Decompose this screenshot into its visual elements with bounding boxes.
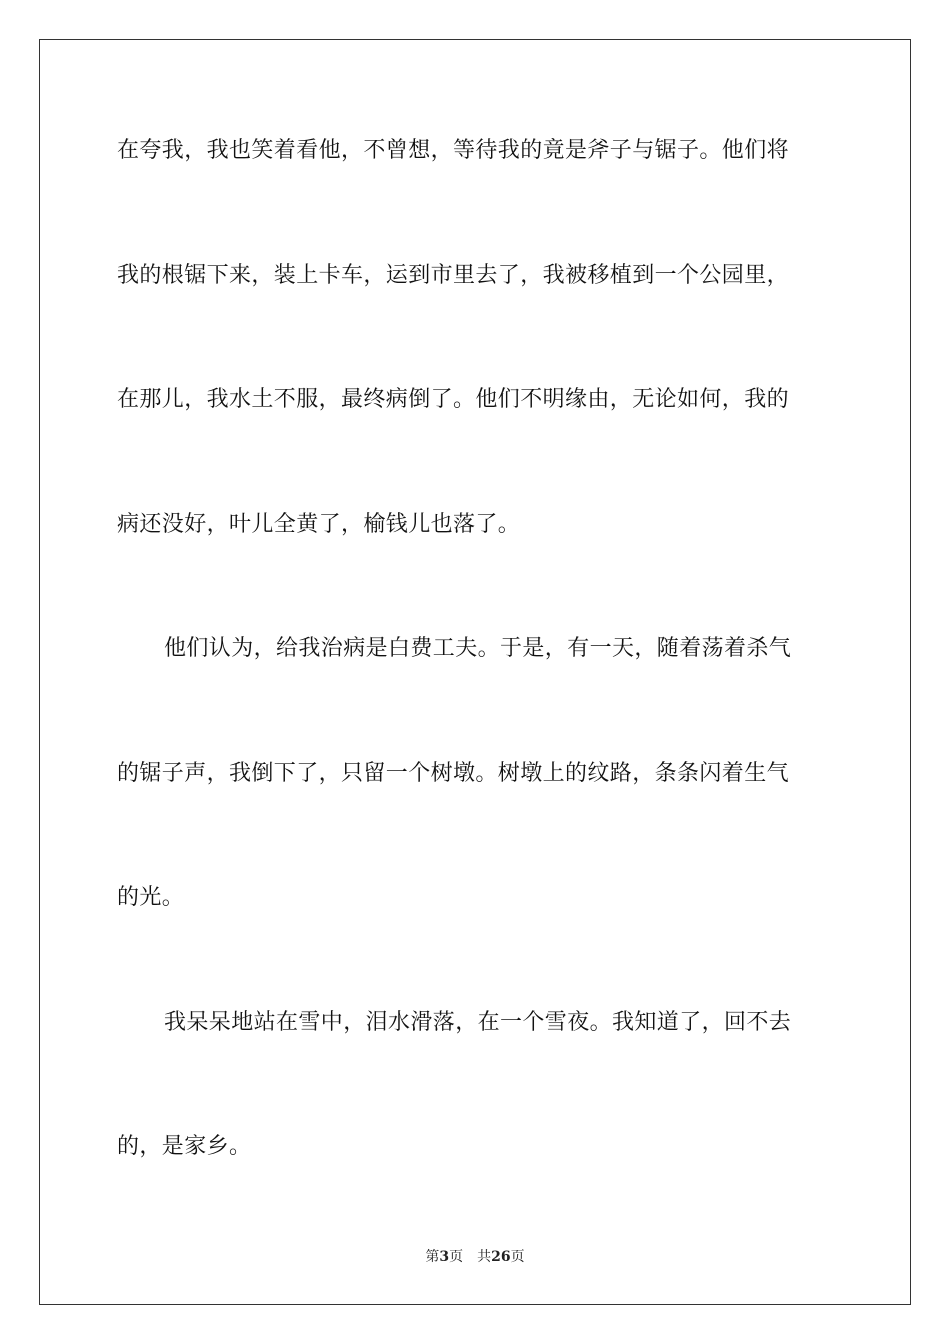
- total-prefix: 共: [477, 1249, 492, 1265]
- text-line-1: 在夸我，我也笑着看他，不曾想，等待我的竟是斧子与锯子。他们将: [117, 138, 790, 163]
- text-line-8: 我呆呆地站在雪中，泪水滑落，在一个雪夜。我知道了，回不去: [164, 1010, 792, 1035]
- text-line-2: 我的根锯下来，装上卡车，运到市里去了，我被移植到一个公园里，: [117, 263, 790, 288]
- text-line-4: 病还没好，叶儿全黄了，榆钱儿也落了。: [117, 512, 521, 537]
- total-suffix: 页: [510, 1249, 525, 1265]
- total-pages: 26: [491, 1249, 511, 1265]
- page-number: 3: [439, 1249, 450, 1265]
- page-border: [39, 39, 911, 1305]
- text-line-5: 他们认为，给我治病是白费工夫。于是，有一天，随着荡着杀气: [164, 636, 792, 661]
- text-line-9: 的，是家乡。: [117, 1134, 252, 1159]
- page-suffix: 页: [449, 1249, 464, 1265]
- page-prefix: 第: [425, 1249, 440, 1265]
- text-line-7: 的光。: [117, 885, 185, 910]
- page-footer: [0, 1247, 950, 1267]
- text-line-6: 的锯子声，我倒下了，只留一个树墩。树墩上的纹路，条条闪着生气: [117, 761, 790, 786]
- text-line-3: 在那儿，我水土不服，最终病倒了。他们不明缘由，无论如何，我的: [117, 387, 790, 412]
